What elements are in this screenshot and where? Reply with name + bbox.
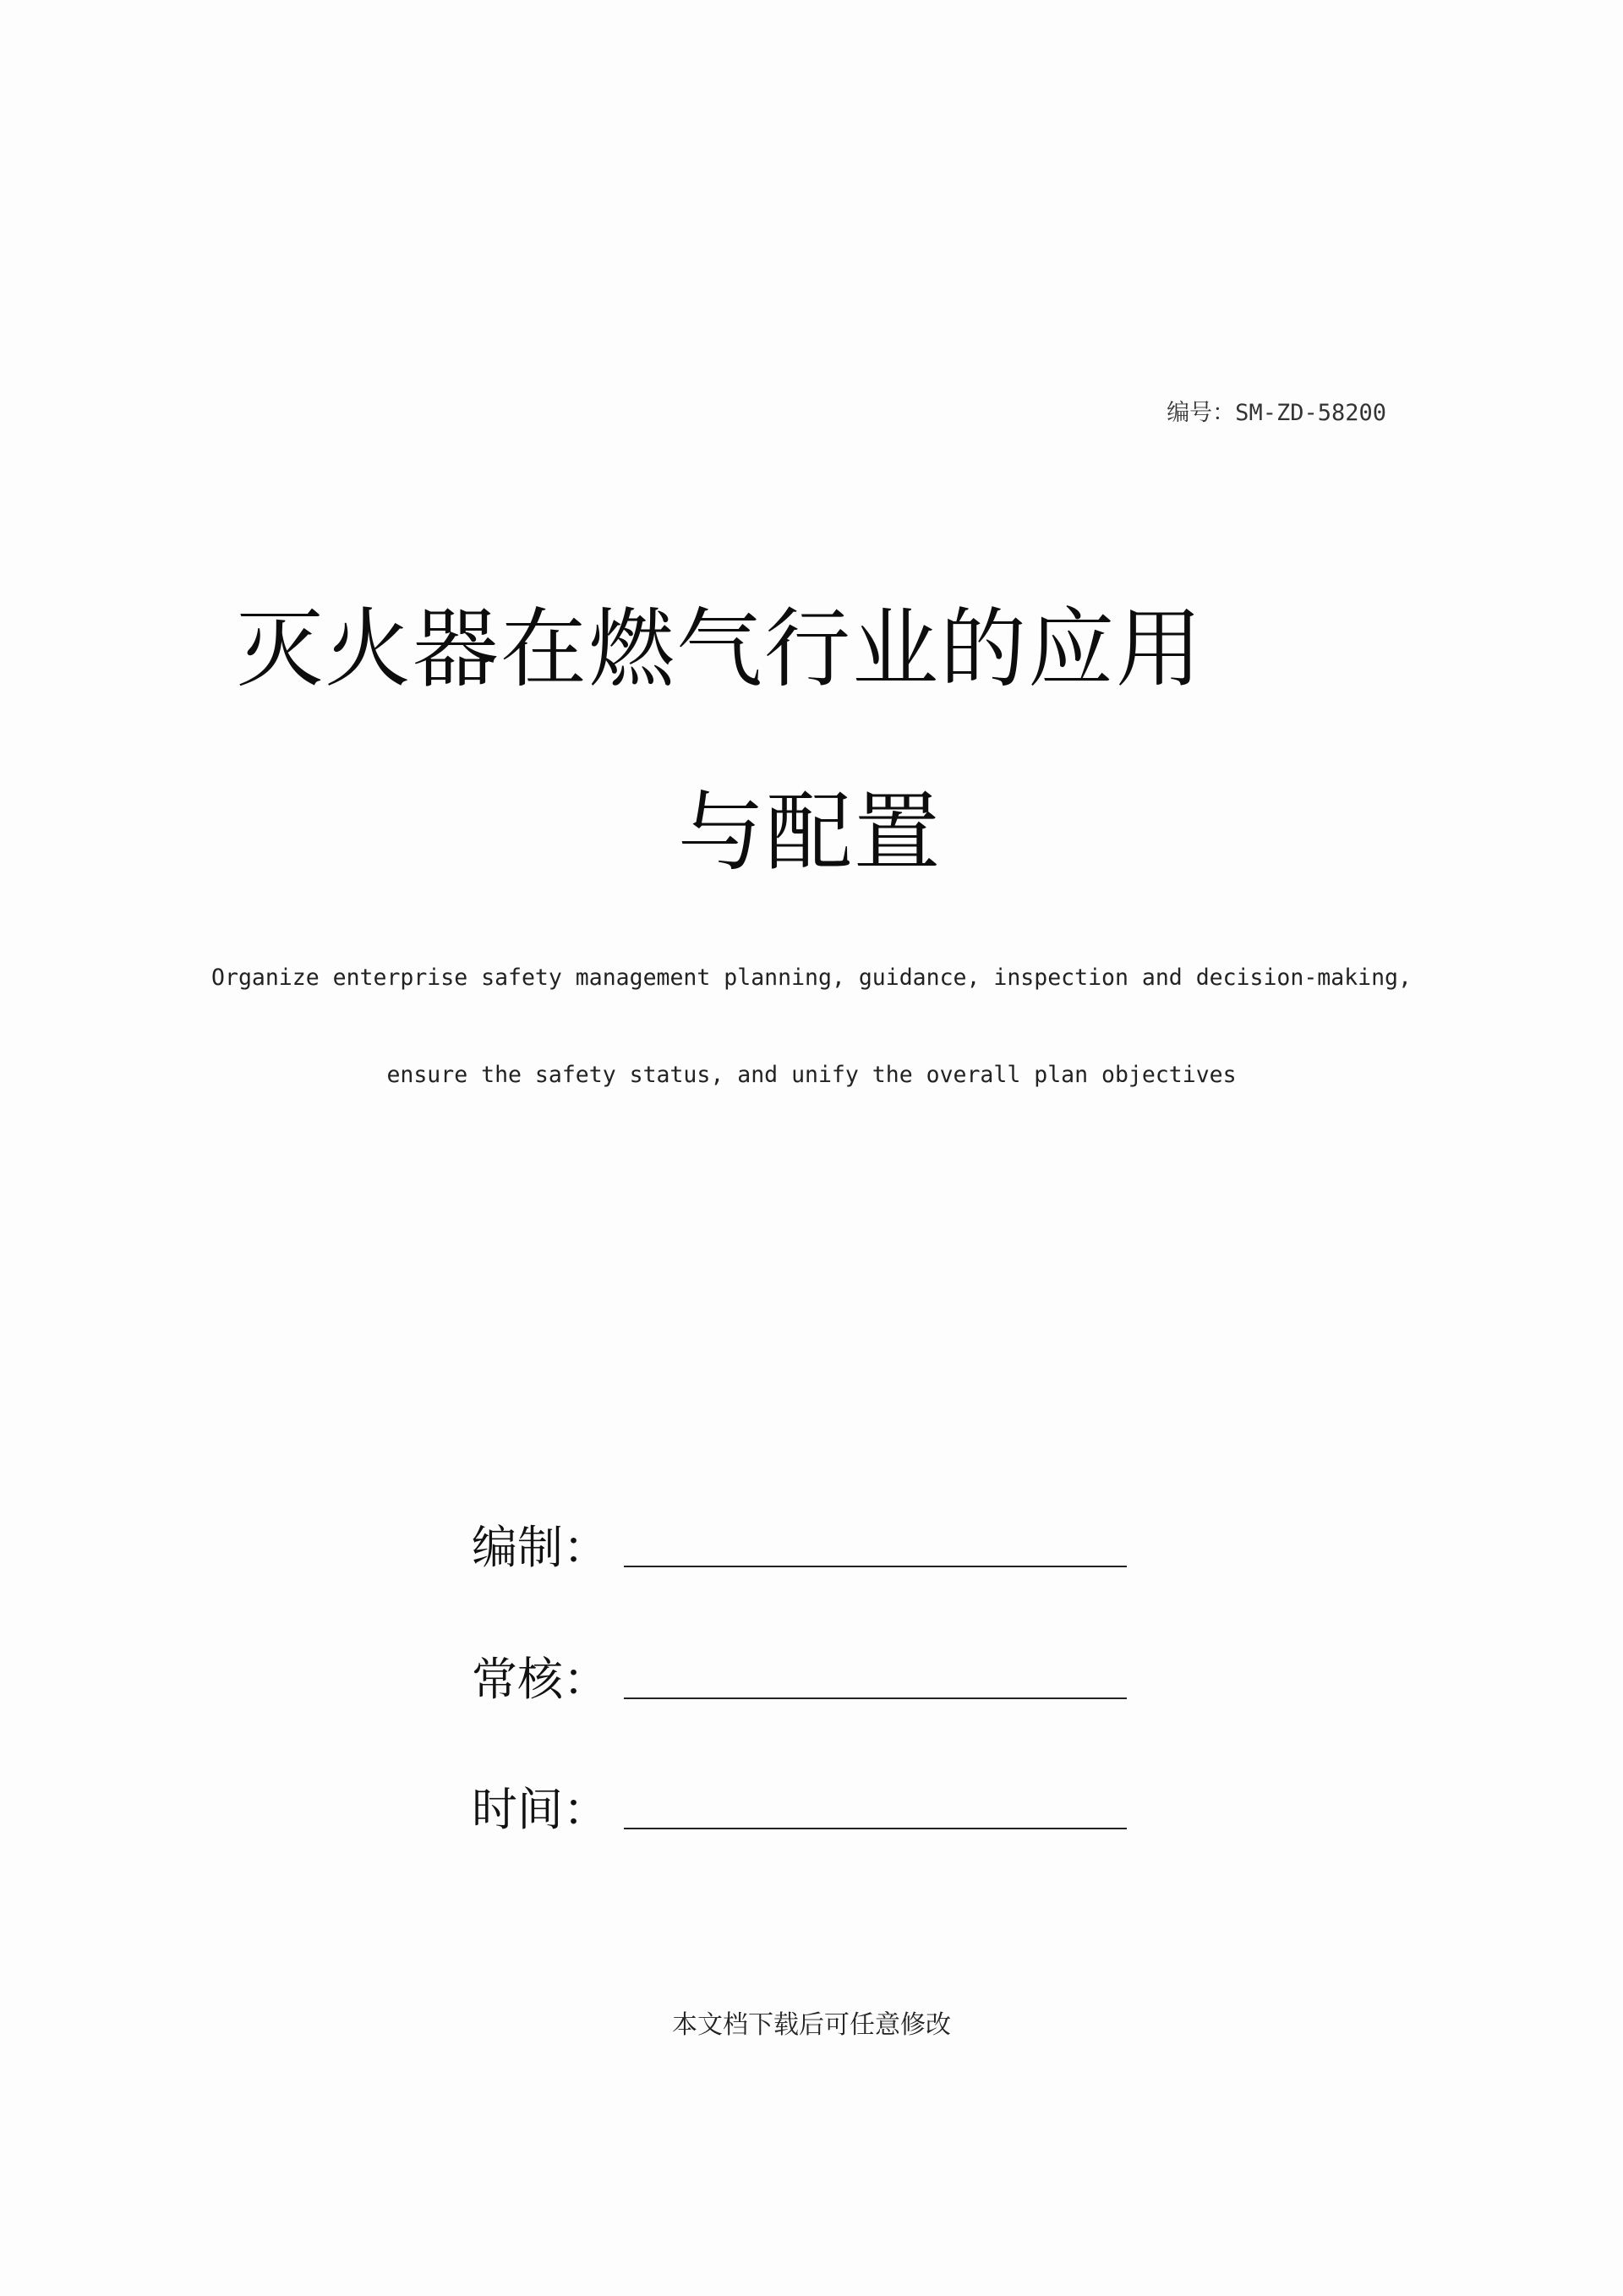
english-subtitle-line-2: ensure the safety status, and unify the overall plan objectives <box>386 1062 1237 1088</box>
date-label: 时间： <box>472 1783 609 1836</box>
reviewed-by-blank-line <box>624 1697 1127 1699</box>
date-blank-line <box>624 1828 1127 1829</box>
footer-note: 本文档下载后可任意修改 <box>672 2010 951 2040</box>
document-number: 编号：SM-ZD-58200 <box>1167 400 1386 426</box>
document-title-line-1: 灭火器在燃气行业的应用 <box>237 599 1204 700</box>
english-subtitle-line-1: Organize enterprise safety management planning, guidance, inspection and decision-making, <box>211 965 1412 991</box>
compiled-by-blank-line <box>624 1566 1127 1567</box>
reviewed-by-label: 常核： <box>472 1653 609 1706</box>
compiled-by-label: 编制： <box>472 1521 609 1574</box>
date-field <box>472 1774 1131 1836</box>
document-title-line-2: 与配置 <box>678 783 942 883</box>
compiled-by-field <box>472 1512 1131 1574</box>
reviewed-by-field <box>472 1643 1131 1706</box>
